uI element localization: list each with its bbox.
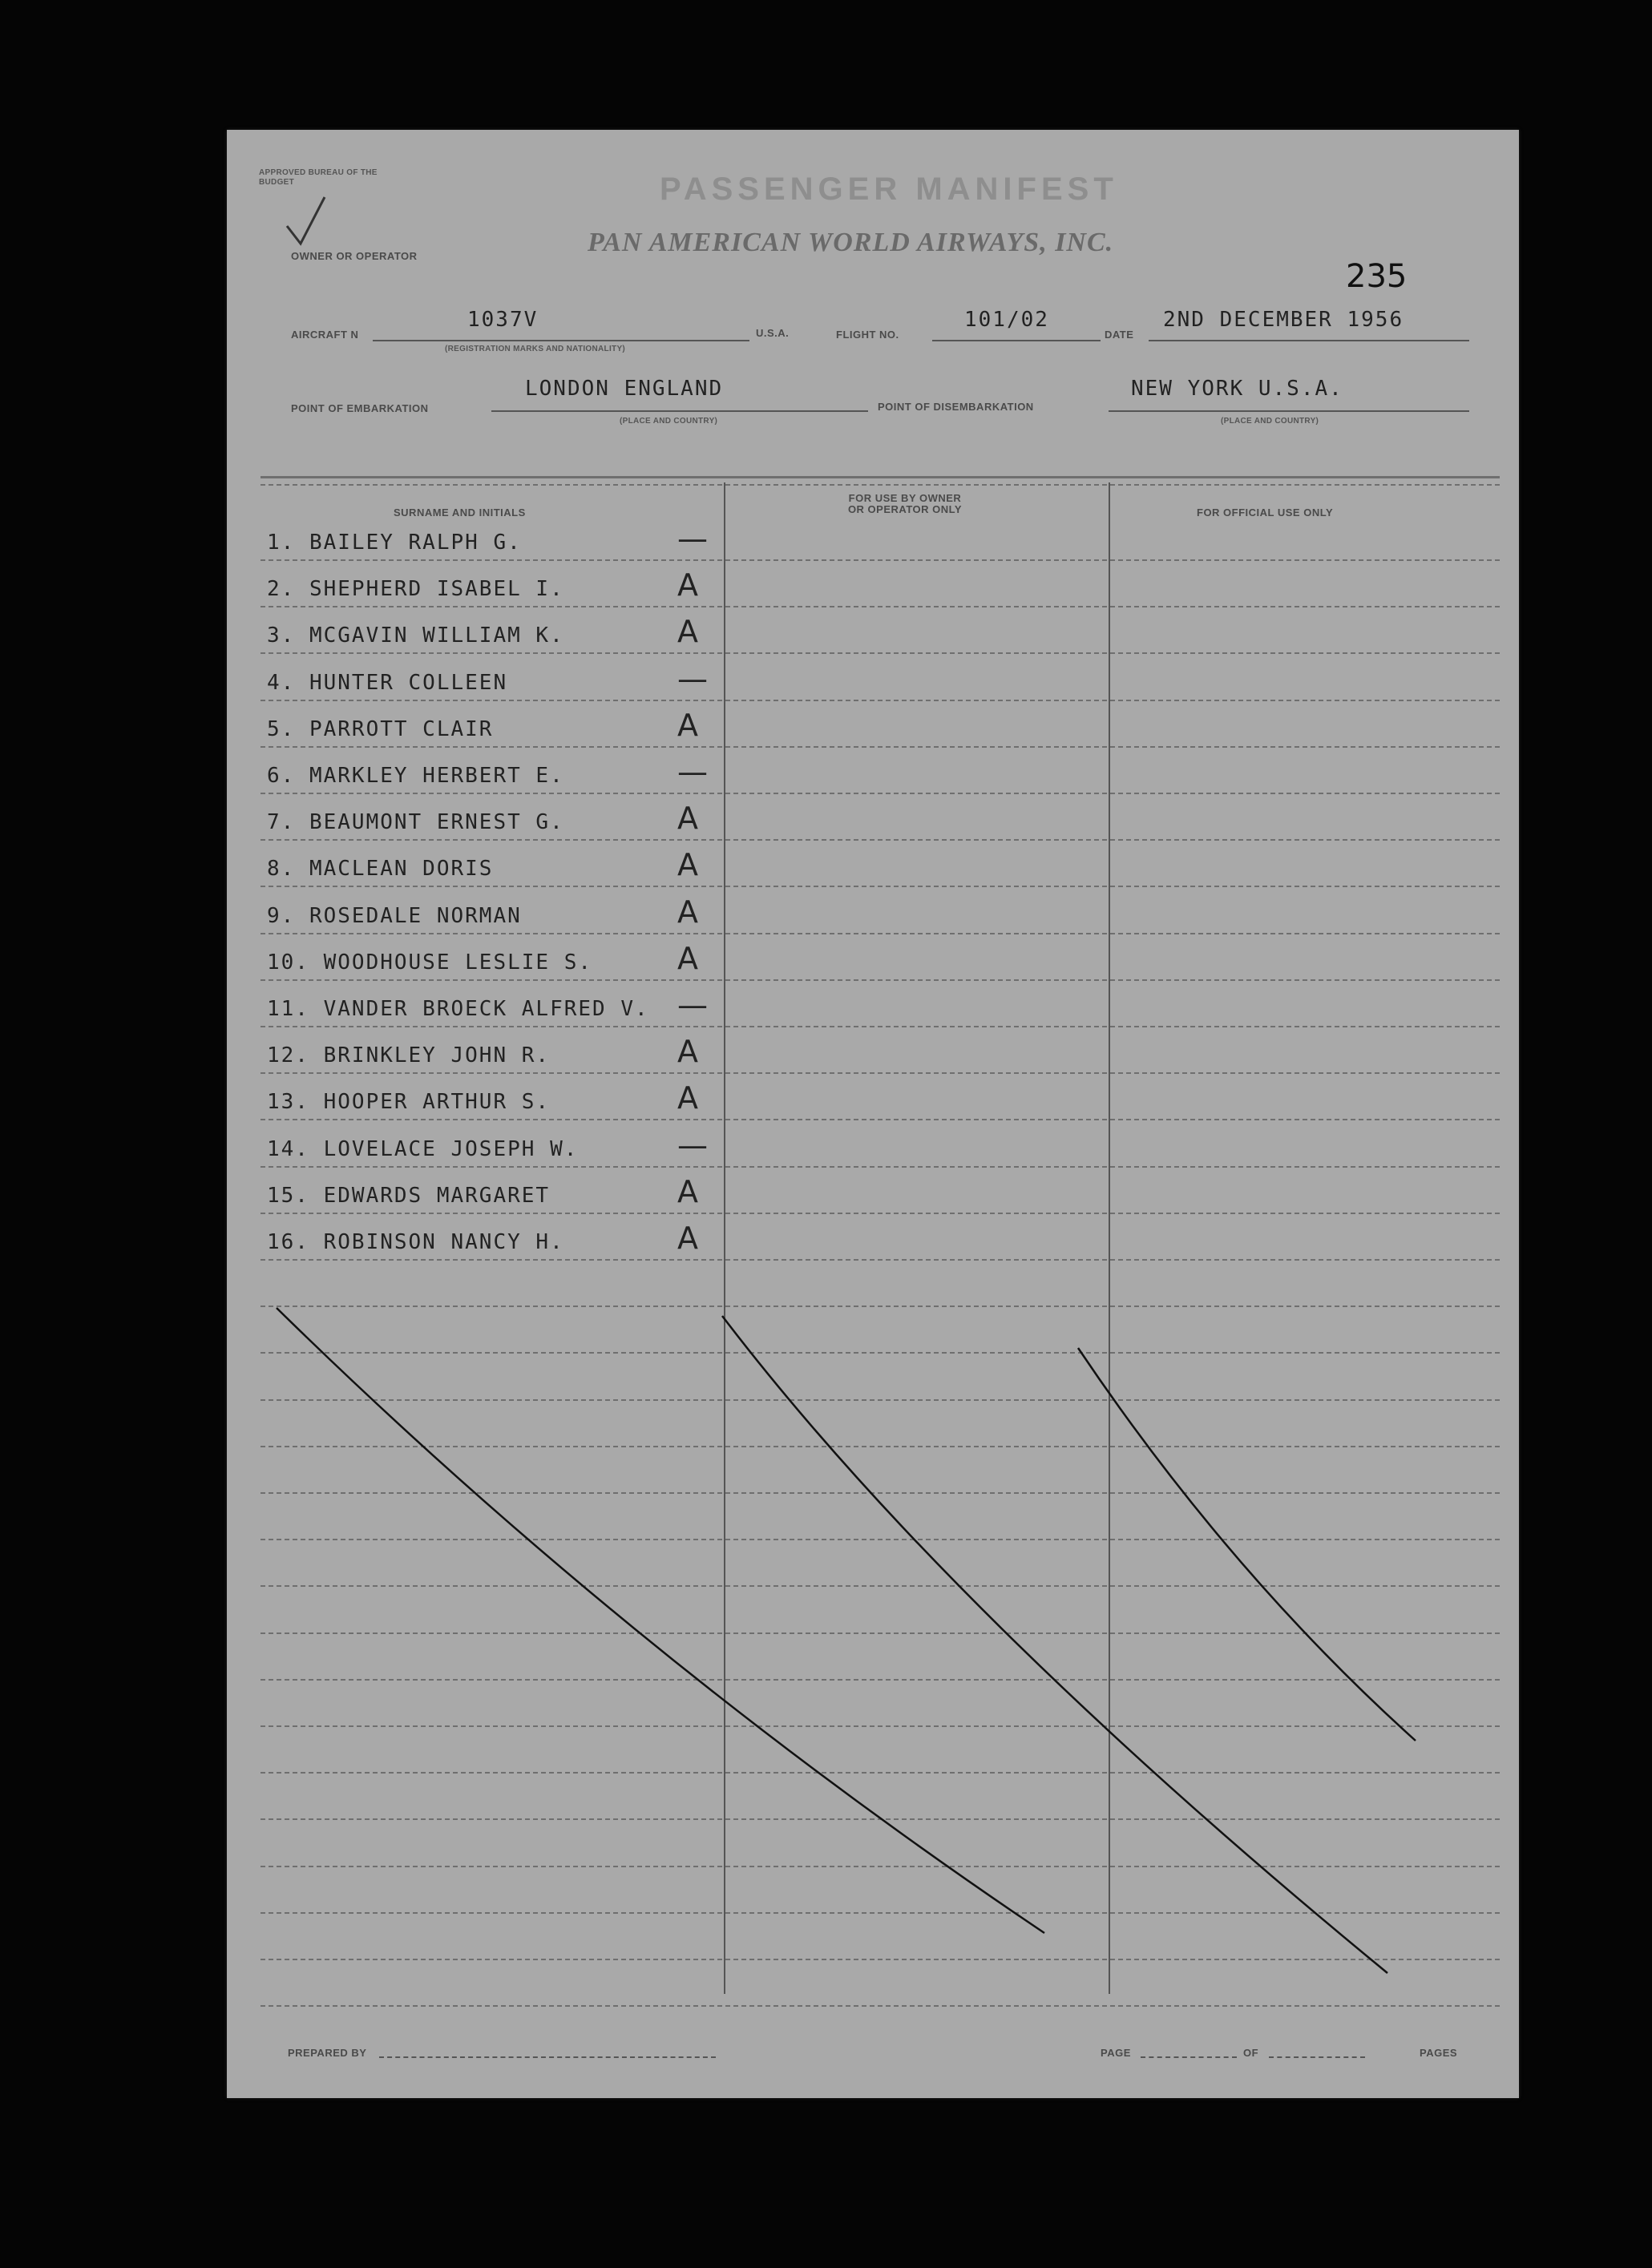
- usa-label: U.S.A.: [756, 327, 790, 339]
- date-label: DATE: [1105, 329, 1134, 341]
- flight-label: FLIGHT NO.: [836, 329, 899, 341]
- handwritten-mark: A: [677, 801, 698, 837]
- cross-out-lines: [227, 130, 1519, 2098]
- passenger-name: 10. WOODHOUSE LESLIE S.: [267, 950, 593, 975]
- pages-label: PAGES: [1420, 2047, 1458, 2059]
- form-title: PASSENGER MANIFEST: [660, 172, 1118, 207]
- approval-stamp: APPROVED BUREAU OF THE BUDGET: [259, 168, 378, 187]
- handwritten-mark: A: [677, 1080, 698, 1116]
- passenger-name: 11. VANDER BROECK ALFRED V.: [267, 997, 649, 1021]
- owner-use-header-2: OR OPERATOR ONLY: [847, 503, 963, 515]
- passenger-name: 14. LOVELACE JOSEPH W.: [267, 1136, 579, 1161]
- handwritten-mark: —: [677, 987, 708, 1023]
- page-label: PAGE: [1101, 2047, 1131, 2059]
- airline-name: PAN AMERICAN WORLD AIRWAYS, INC.: [588, 228, 1114, 257]
- passenger-name: 2. SHEPHERD ISABEL I.: [267, 577, 564, 602]
- handwritten-mark: —: [677, 1127, 708, 1163]
- passenger-name: 7. BEAUMONT ERNEST G.: [267, 810, 564, 835]
- handwritten-mark: A: [677, 567, 698, 603]
- disembarkation-value: NEW YORK U.S.A.: [1131, 377, 1343, 401]
- passenger-name: 5. PARROTT CLAIR: [267, 716, 494, 741]
- handwritten-mark: —: [677, 754, 708, 789]
- handwritten-mark: A: [677, 1221, 698, 1256]
- manifest-sheet: [227, 130, 1519, 2098]
- aircraft-label: AIRCRAFT N: [291, 329, 359, 341]
- passenger-name: 15. EDWARDS MARGARET: [267, 1183, 551, 1208]
- embarkation-label: POINT OF EMBARKATION: [291, 402, 429, 414]
- handwritten-mark: A: [677, 894, 698, 930]
- handwritten-mark: A: [677, 1034, 698, 1070]
- passenger-name: 9. ROSEDALE NORMAN: [267, 903, 522, 928]
- surname-header: SURNAME AND INITIALS: [394, 506, 526, 519]
- handwritten-mark: A: [677, 847, 698, 883]
- official-use-header: FOR OFFICIAL USE ONLY: [1197, 506, 1334, 519]
- disembarkation-label: POINT OF DISEMBARKATION: [878, 401, 1034, 413]
- flight-value: 101/02: [964, 308, 1049, 332]
- aircraft-sublabel: (REGISTRATION MARKS AND NATIONALITY): [445, 345, 626, 353]
- date-value: 2ND DECEMBER 1956: [1163, 308, 1404, 332]
- passenger-name: 16. ROBINSON NANCY H.: [267, 1230, 564, 1254]
- owner-label: OWNER OR OPERATOR: [291, 250, 418, 262]
- owner-use-header-1: FOR USE BY OWNER: [848, 492, 962, 504]
- handwritten-mark: —: [677, 660, 708, 696]
- handwritten-mark: A: [677, 940, 698, 976]
- passenger-name: 8. MACLEAN DORIS: [267, 857, 494, 882]
- passenger-name: 1. BAILEY RALPH G.: [267, 531, 522, 555]
- handwritten-mark: A: [677, 1173, 698, 1209]
- handwritten-mark: A: [677, 707, 698, 743]
- disembarkation-sublabel: (PLACE AND COUNTRY): [1221, 417, 1319, 426]
- handwritten-mark: A: [677, 614, 698, 650]
- embarkation-value: LONDON ENGLAND: [525, 377, 724, 401]
- passenger-name: 4. HUNTER COLLEEN: [267, 670, 508, 695]
- passenger-name: 6. MARKLEY HERBERT E.: [267, 764, 564, 788]
- passenger-name: 3. MCGAVIN WILLIAM K.: [267, 623, 564, 648]
- passenger-name: 13. HOOPER ARTHUR S.: [267, 1090, 551, 1115]
- aircraft-value: 1037V: [467, 308, 539, 332]
- handwritten-mark: —: [677, 521, 708, 556]
- page-number: 235: [1346, 258, 1408, 295]
- passenger-name: 12. BRINKLEY JOHN R.: [267, 1043, 551, 1068]
- of-label: OF: [1243, 2047, 1259, 2059]
- embarkation-sublabel: (PLACE AND COUNTRY): [620, 417, 718, 426]
- prepared-by-label: PREPARED BY: [288, 2047, 367, 2059]
